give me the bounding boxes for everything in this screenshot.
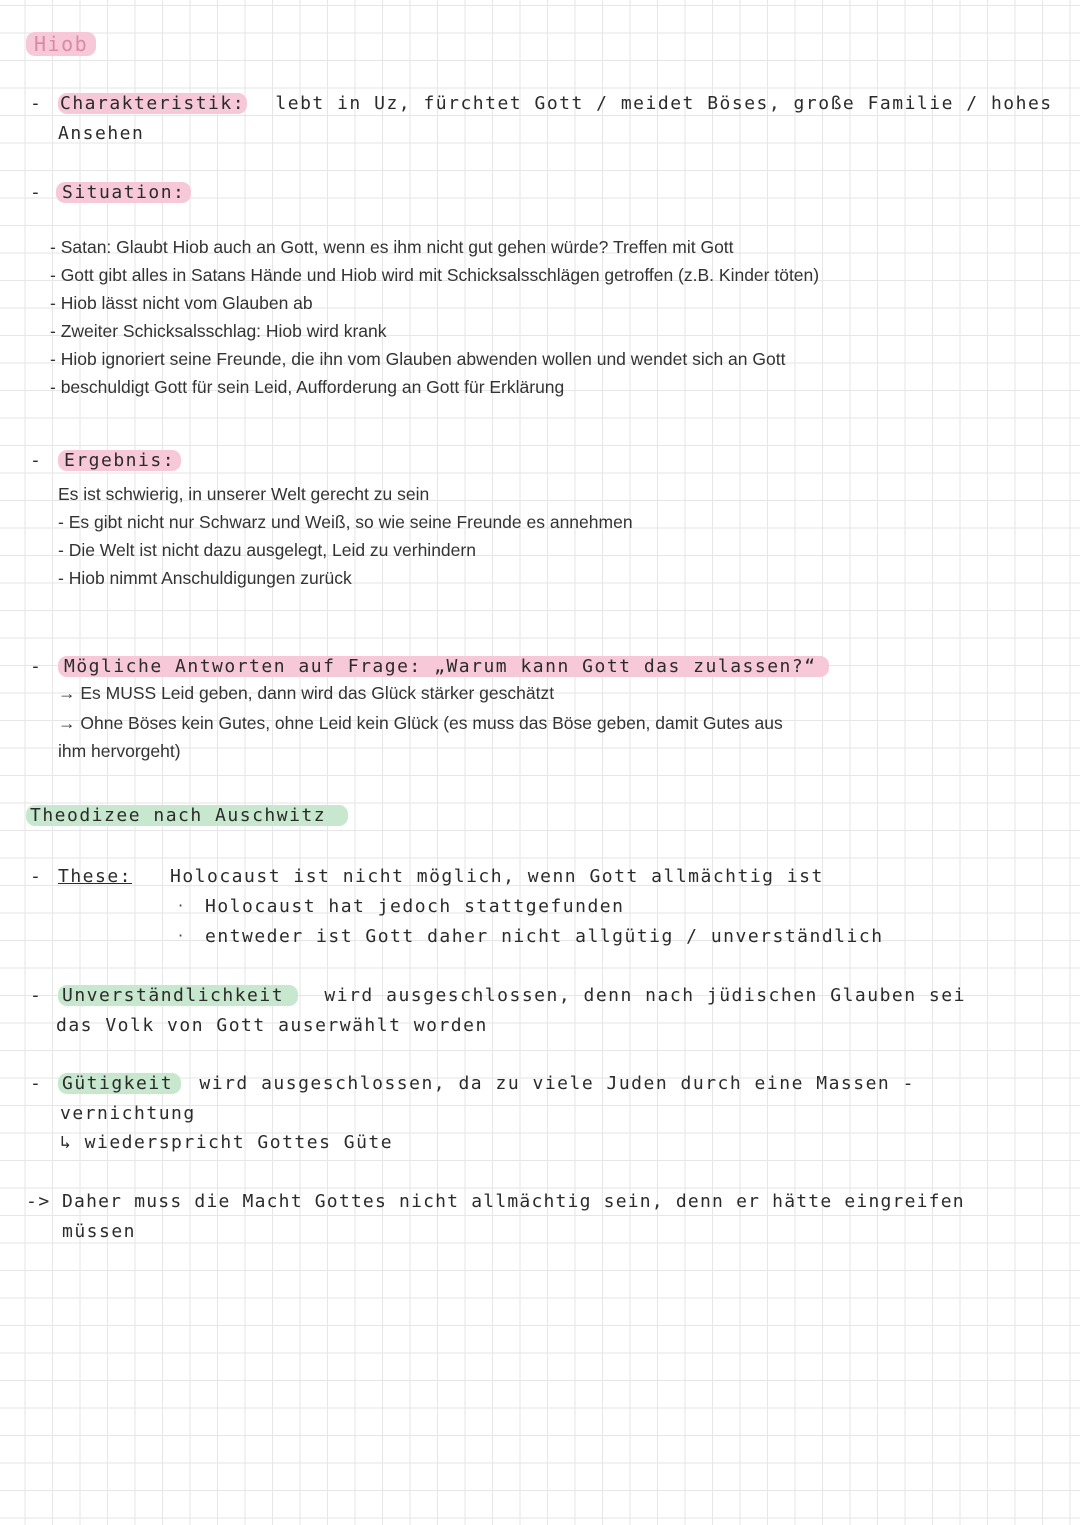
situation-item: - Hiob lässt nicht vom Glauben ab xyxy=(50,293,313,313)
unverstaendlichkeit-label: Unverständlichkeit xyxy=(58,985,298,1006)
ergebnis-item: - Die Welt ist nicht dazu ausgelegt, Leid zu verhindern xyxy=(58,540,476,560)
unverstaendlichkeit-text: wird ausgeschlossen, denn nach jüdischen Glauben sei xyxy=(324,985,966,1006)
bullet-dash: - xyxy=(30,985,41,1006)
antworten-item: ihm hervorgeht) xyxy=(58,741,181,761)
charakteristik-line xyxy=(58,93,1053,114)
situation-item: - Zweiter Schicksalsschlag: Hiob wird krank xyxy=(50,321,387,341)
ergebnis-item: - Es gibt nicht nur Schwarz und Weiß, so wie seine Freunde es annehmen xyxy=(58,512,633,532)
situation-label: Situation: xyxy=(56,182,191,203)
unverstaendlichkeit-line2: das Volk von Gott auserwählt worden xyxy=(56,1015,488,1036)
bullet-dot: · xyxy=(178,896,184,915)
unverstaendlichkeit-line xyxy=(58,985,966,1006)
guetigkeit-line2: vernichtung xyxy=(60,1103,196,1124)
situation-item: - beschuldigt Gott für sein Leid, Aufforderung an Gott für Erklärung xyxy=(50,377,565,397)
these-bullet: Holocaust hat jedoch stattgefunden xyxy=(205,896,625,917)
charakteristik-text: lebt in Uz, fürchtet Gott / meidet Böses, große Familie / hohes xyxy=(275,93,1053,114)
guetigkeit-text: wird ausgeschlossen, da zu viele Juden durch eine Massen - xyxy=(199,1073,915,1094)
bullet-dash: - xyxy=(30,866,41,887)
ergebnis-item: - Hiob nimmt Anschuldigungen zurück xyxy=(58,568,352,588)
conclusion-line: Daher muss die Macht Gottes nicht allmächtig sein, denn er hätte eingreifen xyxy=(62,1191,965,1212)
antworten-item: → Ohne Böses kein Gutes, ohne Leid kein Glück (es muss das Böse geben, damit Gutes aus xyxy=(58,713,783,733)
conclusion-line2: müssen xyxy=(62,1221,137,1242)
guetigkeit-line3: ↳ wiederspricht Gottes Güte xyxy=(60,1132,394,1153)
guetigkeit-line xyxy=(58,1073,915,1094)
bullet-dash: - xyxy=(30,1073,41,1094)
situation-item: - Satan: Glaubt Hiob auch an Gott, wenn es ihm nicht gut gehen würde? Treffen mit Gott xyxy=(50,237,734,257)
ergebnis-label: Ergebnis: xyxy=(58,450,181,471)
antworten-label: Mögliche Antworten auf Frage: „Warum kann Gott das zulassen?“ xyxy=(58,656,829,677)
charakteristik-line2: Ansehen xyxy=(58,123,145,144)
bullet-dot: · xyxy=(178,926,184,945)
conclusion-arrow: -> xyxy=(26,1191,51,1212)
situation-item: - Hiob ignoriert seine Freunde, die ihn vom Glauben abwenden wollen und wendet sich an Gott xyxy=(50,349,786,369)
these-bullet: entweder ist Gott daher nicht allgütig / unverständlich xyxy=(205,926,884,947)
these-text: Holocaust ist nicht möglich, wenn Gott allmächtig ist xyxy=(170,866,824,887)
ergebnis-intro: Es ist schwierig, in unserer Welt gerecht zu sein xyxy=(58,484,430,504)
bullet-dash: - xyxy=(30,656,41,677)
bullet-dash: - xyxy=(30,450,41,471)
section-heading: Theodizee nach Auschwitz xyxy=(26,805,348,826)
antworten-item: → Es MUSS Leid geben, dann wird das Glück stärker geschätzt xyxy=(58,683,555,703)
charakteristik-label: Charakteristik: xyxy=(60,93,246,114)
bullet-dash: - xyxy=(30,93,41,114)
situation-item: - Gott gibt alles in Satans Hände und Hiob wird mit Schicksalsschlägen getroffen (z.B. Kinder töten) xyxy=(50,265,820,285)
these-label: These: xyxy=(58,866,133,887)
bullet-dash: - xyxy=(30,182,41,203)
page-title: Hiob xyxy=(26,32,96,56)
guetigkeit-label: Gütigkeit xyxy=(58,1073,181,1094)
